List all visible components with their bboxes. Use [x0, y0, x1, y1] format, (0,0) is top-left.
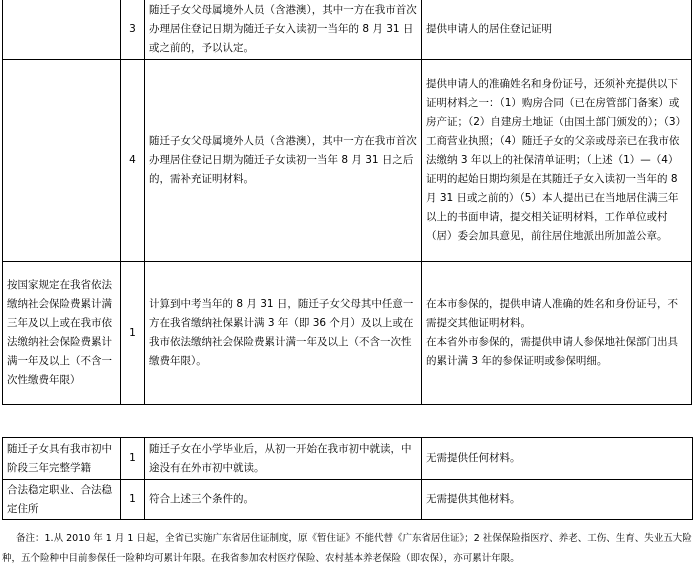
table-row — [3, 60, 692, 262]
table-row — [3, 0, 692, 60]
table-row — [3, 438, 693, 480]
row-number: 1 — [121, 480, 145, 520]
condition-cell: 符合上述三个条件的。 — [145, 480, 422, 520]
materials-cell: 提供申请人的居住登记证明 — [422, 0, 692, 60]
table-row — [3, 262, 692, 405]
category-cell: 合法稳定职业、合法稳定住所 — [3, 480, 121, 520]
condition-cell: 计算到中考当年的 8 月 31 日，随迁子女父母其中任意一方在我省缴纳社保累计满 3 年（即 36 个月）及以上或在我市依法缴纳社会保险费累计满一年及以上（不含一次性缴费年限）。 — [145, 262, 422, 405]
condition-cell: 随迁子女父母属境外人员（含港澳），其中一方在我市首次办理居住登记日期为随迁子女读初一当年 8 月 31 日之后的，需补充证明材料。 — [145, 60, 422, 262]
requirements-table-top — [2, 0, 692, 405]
requirements-table-bottom — [2, 437, 693, 520]
materials-cell: 无需提供任何材料。 — [422, 438, 693, 480]
category-cell-empty — [3, 60, 121, 262]
category-cell-empty — [3, 0, 121, 60]
row-number: 3 — [121, 0, 145, 60]
row-number: 1 — [121, 438, 145, 480]
materials-cell: 在本市参保的，提供申请人准确的姓名和身份证号，不需提交其他证明材料。 在本省外市参保的，需提供申请人参保地社保部门出具的累计满 3 年的参保证明或参保明细。 — [422, 262, 692, 405]
category-cell: 随迁子女具有我市初中阶段三年完整学籍 — [3, 438, 121, 480]
row-number: 1 — [121, 262, 145, 405]
condition-cell: 随迁子女父母属境外人员（含港澳），其中一方在我市首次办理居住登记日期为随迁子女入读初一当年的 8 月 31 日或之前的，予以认定。 — [145, 0, 422, 60]
category-cell: 按国家规定在我省依法缴纳社会保险费累计满三年及以上或在我市依法缴纳社会保险费累计满一年及以上（不含一次性缴费年限） — [3, 262, 121, 405]
table-row — [3, 480, 693, 520]
materials-cell: 无需提供其他材料。 — [422, 480, 693, 520]
row-number: 4 — [121, 60, 145, 262]
condition-cell: 随迁子女在小学毕业后，从初一开始在我市初中就读，中途没有在外市初中就读。 — [145, 438, 422, 480]
materials-cell: 提供申请人的准确姓名和身份证号，还须补充提供以下证明材料之一：（1）购房合同（已在房管部门备案）或房产证；（2）自建房土地证（由国土部门颁发的）；（3）工商营业执照；（4）随迁子女的父亲或母亲已在我市依法缴纳 3 年以上的社保清单证明；（上述（1）—（4）证明的起始日期均须是在其随迁子女入读初一当年的 8 月 31 日或之前的）（5）本人提出已在当地居住满三年以上的书面申请，提交相关证明材料，工作单位或村（居）委会加具意见，前往居住地派出所加盖公章。 — [422, 60, 692, 262]
footnote-remark: 备注：1.从 2010 年 1 月 1 日起，全省已实施广东省居住证制度，原《暂住证》不能代替《广东省居住证》；2 社保保险指医疗、养老、工伤、生育、失业五大险种，五个险种中目前参保任一险种均可累计年限。在我省参加农村医疗保险、农村基本养老保险（即农保），亦可累计年限。 — [2, 533, 692, 564]
